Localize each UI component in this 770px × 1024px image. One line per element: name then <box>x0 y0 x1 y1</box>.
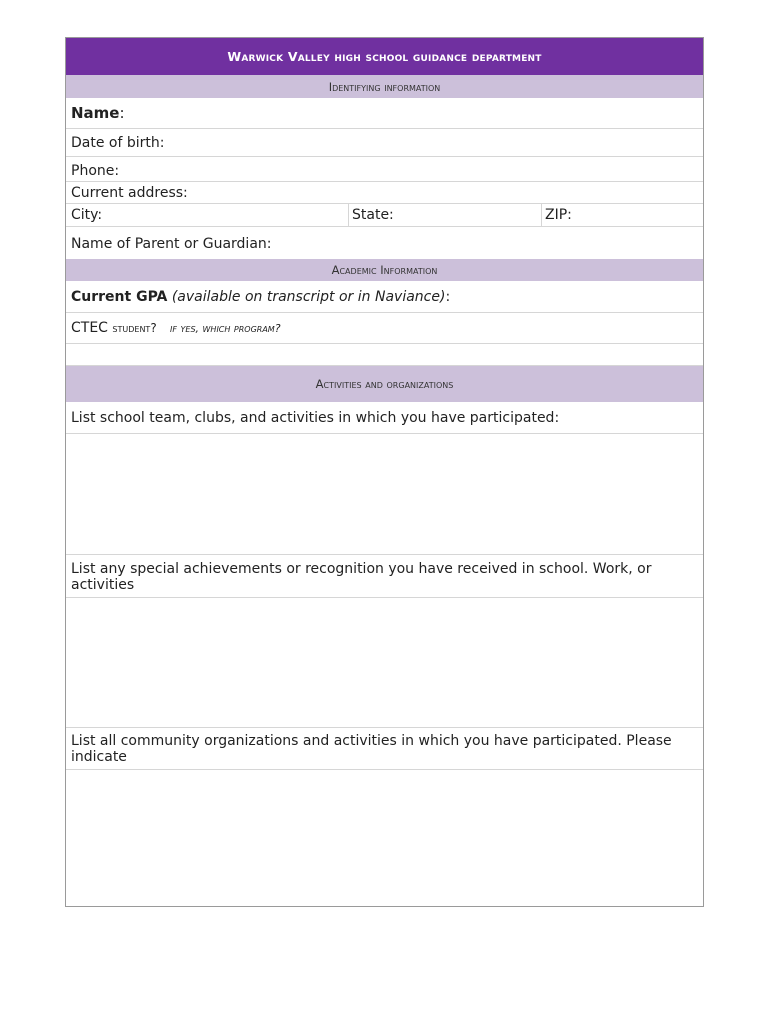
form-title: Warwick Valley high school guidance department <box>66 38 703 75</box>
gpa-field[interactable] <box>66 281 703 313</box>
state-field[interactable] <box>348 204 542 226</box>
community-prompt-text: List all community organizations and activities in which you have participated. Please indicate <box>71 733 672 765</box>
ctec-field[interactable] <box>66 313 703 344</box>
zip-label: ZIP: <box>545 207 572 223</box>
phone-field[interactable] <box>66 160 703 182</box>
guidance-form <box>65 37 704 907</box>
ctec-label: CTEC <box>71 320 108 336</box>
city-state-zip-row <box>66 204 703 227</box>
dob-field[interactable] <box>66 129 703 157</box>
name-label: Name <box>71 104 120 122</box>
section-identifying: Identifying information <box>66 75 703 98</box>
city-label[interactable]: City: <box>71 207 103 223</box>
activities-prompt-text: List school team, clubs, and activities in which you have participated: <box>71 409 560 426</box>
community-answer-area[interactable] <box>66 770 703 906</box>
guardian-label: Name of Parent or Guardian: <box>71 236 272 252</box>
achievements-answer-area[interactable] <box>66 598 703 728</box>
phone-label: Phone: <box>71 162 120 179</box>
gpa-label: Current GPA <box>71 288 168 305</box>
name-field[interactable] <box>66 98 703 129</box>
activities-prompt <box>66 402 703 434</box>
achievements-prompt <box>66 555 703 598</box>
activities-answer-area[interactable] <box>66 434 703 555</box>
section-academic: Academic Information <box>66 259 703 281</box>
gpa-hint: (available on transcript or in Naviance) <box>171 288 446 305</box>
state-label: State: <box>352 207 394 223</box>
ctec-hint: if yes, which program? <box>170 321 281 335</box>
ctec-student: student? <box>112 321 157 335</box>
guardian-field[interactable] <box>66 229 703 259</box>
address-field[interactable] <box>66 182 703 204</box>
ctec-program-answer[interactable] <box>66 344 703 366</box>
gpa-colon: : <box>445 288 451 305</box>
address-label: Current address: <box>71 184 188 201</box>
section-activities: Activities and organizations <box>66 366 703 402</box>
community-prompt <box>66 728 703 770</box>
dob-label: Date of birth: <box>71 134 165 151</box>
zip-field[interactable] <box>541 204 703 226</box>
achievements-prompt-text: List any special achievements or recognition you have received in school. Work, or activities <box>71 561 652 593</box>
name-colon: : <box>119 104 125 122</box>
